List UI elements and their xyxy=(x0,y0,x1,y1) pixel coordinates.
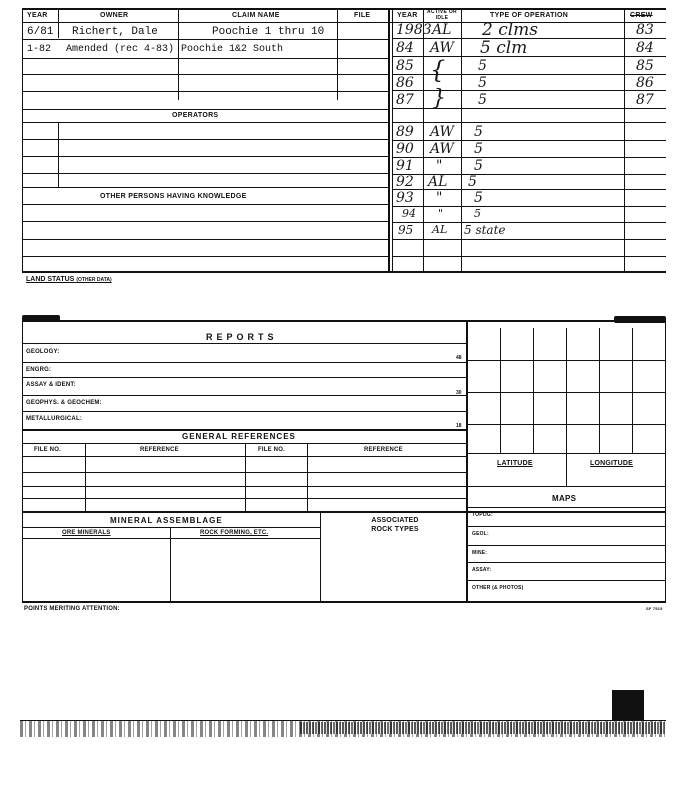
op-rule-13 xyxy=(392,239,666,240)
operators-divider xyxy=(58,122,59,187)
op-row-3-crew: 85 xyxy=(636,58,654,74)
op-row-7-status: AW xyxy=(430,141,454,157)
col-type-operation: TYPE OF OPERATION xyxy=(490,12,569,19)
owner-row-1-claim: Poochie 1 thru 10 xyxy=(212,26,325,38)
owner-row-rule-1 xyxy=(22,39,388,40)
owner-row-rule-3 xyxy=(22,74,388,75)
grid-v-1 xyxy=(500,328,501,453)
maps-rule-5 xyxy=(466,580,665,581)
scan-block xyxy=(612,690,644,720)
map-topog: TOPOG: xyxy=(472,512,493,518)
owner-row-2-year: 1-82 xyxy=(27,44,52,55)
maps-rule-3 xyxy=(466,545,665,546)
scan-noise-band-dark xyxy=(300,722,666,734)
op-rule-6 xyxy=(392,122,666,123)
div-owner-claim xyxy=(178,8,179,100)
mineral-title: MINERAL ASSEMBLAGE xyxy=(110,516,223,525)
form-number: SF 7515 xyxy=(646,606,663,611)
mineral-rule-2 xyxy=(22,538,320,539)
owner-row-2-owner: Amended (rec 4-83) xyxy=(66,44,175,55)
land-status-sub: (OTHER DATA) xyxy=(76,277,112,283)
general-refs-title: GENERAL REFERENCES xyxy=(182,432,296,441)
mineral-assoc-divider xyxy=(320,511,321,602)
report-metallurgical: METALLURGICAL: xyxy=(26,416,83,422)
other-persons-rule-1 xyxy=(22,204,388,205)
col-year: YEAR xyxy=(27,12,48,19)
ore-minerals: ORE MINERALS xyxy=(62,530,111,536)
reports-title: REPORTS xyxy=(206,332,278,342)
report-assay: ASSAY & IDENT: xyxy=(26,382,76,388)
header-rule xyxy=(22,22,666,23)
op-row-2-year: 84 xyxy=(396,40,414,56)
op-row-4-type: 5 xyxy=(478,75,487,91)
report-metallurgical-num: 18 xyxy=(456,423,462,429)
operators-rule-2 xyxy=(22,139,388,140)
op-row-12-status: AL xyxy=(432,223,448,236)
op-row-5-status: } xyxy=(432,86,446,111)
top-border xyxy=(22,8,666,10)
reports-rule-4 xyxy=(22,411,466,412)
op-row-6-status: AW xyxy=(430,124,454,140)
op-rule-14 xyxy=(392,256,666,257)
op-row-1-crew: 83 xyxy=(636,22,654,38)
div-year-owner xyxy=(58,8,59,38)
op-row-5-crew: 87 xyxy=(636,92,654,108)
maps-title: MAPS xyxy=(552,494,577,503)
op-row-1-status: AL xyxy=(432,22,452,38)
maps-rule-1 xyxy=(466,507,665,508)
gr-rule-5 xyxy=(22,498,466,499)
other-persons-rule-4 xyxy=(22,256,388,257)
rock-forming: ROCK FORMING, ETC. xyxy=(200,530,269,536)
operators-rule-1 xyxy=(22,122,388,123)
top-section-bottom xyxy=(22,271,666,273)
op-row-8-type: 5 xyxy=(474,158,483,174)
op-row-5-type: 5 xyxy=(478,92,487,108)
grid-v-4 xyxy=(599,328,600,453)
op-row-11-type: 5 xyxy=(474,207,481,220)
op-row-1-year: 1983 xyxy=(396,22,432,38)
reports-rule-1 xyxy=(22,362,466,363)
reports-rule-2 xyxy=(22,377,466,378)
map-assay: ASSAY: xyxy=(472,567,492,573)
reports-right-divider xyxy=(466,320,468,507)
op-row-1-type: 2 clms xyxy=(482,20,539,40)
op-row-8-year: 91 xyxy=(396,158,414,174)
op-row-12-year: 95 xyxy=(398,223,414,237)
left-border xyxy=(22,8,23,272)
col-year-2: YEAR xyxy=(397,12,418,19)
mineral-rule-1 xyxy=(22,527,320,528)
maps-rule-4 xyxy=(466,562,665,563)
map-mine: MINE: xyxy=(472,550,488,556)
op-row-4-year: 86 xyxy=(396,75,414,91)
grid-h-1 xyxy=(466,360,665,361)
map-other: OTHER (& PHOTOS) xyxy=(472,585,524,591)
gr-rule-1 xyxy=(22,443,466,444)
op-row-10-year: 93 xyxy=(396,190,414,206)
other-persons-title: OTHER PERSONS HAVING KNOWLEDGE xyxy=(100,193,247,200)
reports-rule-3 xyxy=(22,395,466,396)
owner-row-1-owner: Richert, Dale xyxy=(72,26,158,38)
op-row-4-crew: 86 xyxy=(636,75,654,91)
op-row-12-type: 5 state xyxy=(464,223,506,237)
operators-rule-5 xyxy=(22,187,388,188)
op-row-2-crew: 84 xyxy=(636,40,654,56)
points-attention: POINTS MERITING ATTENTION: xyxy=(24,606,120,612)
op-row-5-year: 87 xyxy=(396,92,414,108)
op-row-8-status: " xyxy=(436,158,443,174)
center-divider-a xyxy=(388,8,390,272)
latlong-divider xyxy=(566,453,567,486)
op-rule-8 xyxy=(392,157,666,158)
gr-div-3 xyxy=(307,443,308,511)
reports-rule-top xyxy=(22,343,466,344)
gr-col-ref-1: REFERENCE xyxy=(140,447,179,453)
op-row-9-status: AL xyxy=(428,174,448,190)
op-row-7-year: 90 xyxy=(396,141,414,157)
lower-top-border xyxy=(22,320,666,322)
operators-title: OPERATORS xyxy=(172,112,219,119)
gr-col-ref-2: REFERENCE xyxy=(364,447,403,453)
report-geology-num: 48 xyxy=(456,355,462,361)
op-row-6-year: 89 xyxy=(396,124,414,140)
col-file: FILE xyxy=(354,12,371,19)
op-row-2-status: AW xyxy=(430,40,454,56)
op-row-11-year: 94 xyxy=(402,207,416,220)
gr-div-1 xyxy=(85,443,86,511)
operators-rule-4 xyxy=(22,173,388,174)
scan-line xyxy=(20,720,666,721)
op-rule-11 xyxy=(392,206,666,207)
operators-rule-3 xyxy=(22,156,388,157)
op-row-9-type: 5 xyxy=(468,174,477,190)
mineral-maps-divider xyxy=(466,507,468,602)
gr-rule-4 xyxy=(22,486,466,487)
reports-rule-5 xyxy=(22,429,466,431)
op-row-10-type: 5 xyxy=(474,190,483,206)
gr-rule-2 xyxy=(22,456,466,457)
owner-row-2-claim: Poochie 1&2 South xyxy=(181,44,284,55)
grid-h-2 xyxy=(466,392,665,393)
maps-rule-top xyxy=(466,486,665,487)
other-persons-rule-3 xyxy=(22,239,388,240)
gr-col-file-1: FILE NO. xyxy=(34,447,61,453)
lower-right-border xyxy=(665,320,666,602)
col-crew: CREW xyxy=(630,12,653,19)
op-row-9-year: 92 xyxy=(396,174,414,190)
report-geology: GEOLOGY: xyxy=(26,349,60,355)
report-assay-num: 30 xyxy=(456,390,462,396)
col-owner: OWNER xyxy=(100,12,129,19)
gr-rule-bottom xyxy=(22,511,666,513)
gr-div-2 xyxy=(245,443,246,511)
gr-rule-3 xyxy=(22,472,466,473)
other-persons-rule-2 xyxy=(22,221,388,222)
operators-top-rule xyxy=(22,109,388,110)
report-engrg: ENGRG: xyxy=(26,367,52,373)
land-status-title: LAND STATUS xyxy=(26,276,75,283)
op-row-3-type: 5 xyxy=(478,58,487,74)
land-status-label xyxy=(26,276,112,283)
map-geol: GEOL: xyxy=(472,531,489,537)
latitude-label: LATITUDE xyxy=(497,460,533,467)
owner-row-rule-2 xyxy=(22,58,388,59)
op-row-10-status: " xyxy=(436,190,443,206)
op-row-3-status: { xyxy=(430,56,446,84)
owner-row-1-year: 6/81 xyxy=(27,26,54,38)
grid-h-3 xyxy=(466,424,665,425)
op-row-7-type: 5 xyxy=(474,141,483,157)
div-claim-file xyxy=(337,8,338,100)
owner-row-rule-4 xyxy=(22,91,388,92)
op-row-6-type: 5 xyxy=(474,124,483,140)
col-claim-name: CLAIM NAME xyxy=(232,12,280,19)
op-row-3-year: 85 xyxy=(396,58,414,74)
grid-v-5 xyxy=(632,328,633,453)
report-geophys: GEOPHYS. & GEOCHEM: xyxy=(26,400,102,406)
grid-v-2 xyxy=(533,328,534,453)
grid-v-3 xyxy=(566,328,567,453)
op-row-2-type: 5 clm xyxy=(480,38,528,58)
gr-col-file-2: FILE NO. xyxy=(258,447,285,453)
longitude-label: LONGITUDE xyxy=(590,460,634,467)
assoc-rock-types: ASSOCIATED ROCK TYPES xyxy=(371,517,419,533)
col-active-idle: ACTIVE OR IDLE xyxy=(427,9,457,21)
lower-bottom-border xyxy=(22,601,666,603)
op-row-11-status: " xyxy=(438,207,444,220)
maps-rule-2 xyxy=(466,526,665,527)
